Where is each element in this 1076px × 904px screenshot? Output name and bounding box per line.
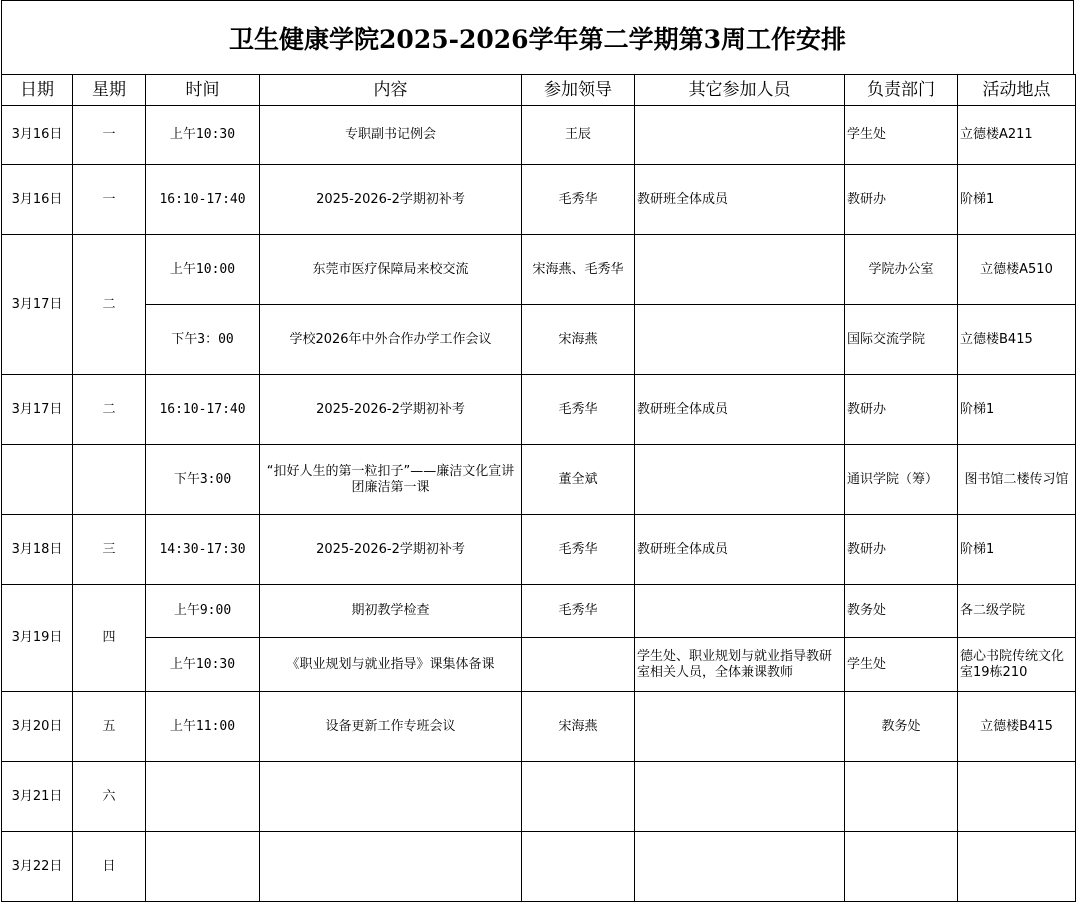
page-title: 卫生健康学院2025-2026学年第二学期第3周工作安排 [1,0,1074,75]
table-row [2,585,1076,638]
cell-place [958,832,1076,902]
cell-leader: 毛秀华 [522,375,635,445]
cell-place: 阶梯1 [958,375,1076,445]
cell-content [260,762,522,832]
cell-leader: 毛秀华 [522,165,635,235]
cell-date: 3月21日 [2,762,73,832]
header-others: 其它参加人员 [635,75,845,106]
cell-date: 3月16日 [2,165,73,235]
table-row [2,375,1076,445]
table-row [2,106,1076,165]
cell-dept [845,762,958,832]
cell-others: 教研班全体成员 [635,375,845,445]
cell-leader [522,638,635,692]
cell-dept: 学生处 [845,106,958,165]
cell-content: 东莞市医疗保障局来校交流 [260,235,522,305]
cell-place: 立德楼A510 [958,235,1076,305]
table-row [2,305,1076,375]
table-row [2,762,1076,832]
cell-weekday: 一 [73,165,146,235]
cell-weekday: 四 [73,585,146,692]
cell-place: 阶梯1 [958,515,1076,585]
cell-weekday: 六 [73,762,146,832]
cell-others [635,762,845,832]
cell-content: 2025-2026-2学期初补考 [260,165,522,235]
cell-place: 立德楼A211 [958,106,1076,165]
cell-content: 2025-2026-2学期初补考 [260,515,522,585]
cell-dept: 国际交流学院 [845,305,958,375]
cell-time: 上午11:00 [146,692,260,762]
cell-time: 上午10:00 [146,235,260,305]
cell-time: 上午10:30 [146,638,260,692]
cell-others [635,235,845,305]
cell-leader: 王辰 [522,106,635,165]
cell-date: 3月20日 [2,692,73,762]
cell-date: 3月17日 [2,235,73,375]
cell-content [260,832,522,902]
table-row [2,445,1076,515]
cell-weekday: 二 [73,375,146,445]
cell-time: 下午3：00 [146,305,260,375]
schedule-table [1,74,1076,902]
cell-weekday: 五 [73,692,146,762]
cell-others [635,445,845,515]
cell-content: 专职副书记例会 [260,106,522,165]
cell-date: 3月19日 [2,585,73,692]
cell-time: 上午9:00 [146,585,260,638]
table-row [2,692,1076,762]
cell-content: 设备更新工作专班会议 [260,692,522,762]
cell-leader: 董全斌 [522,445,635,515]
cell-place: 各二级学院 [958,585,1076,638]
cell-dept: 教研办 [845,165,958,235]
cell-dept: 教研办 [845,515,958,585]
cell-dept: 通识学院（筹） [845,445,958,515]
cell-weekday [73,445,146,515]
cell-content: 期初教学检查 [260,585,522,638]
cell-others [635,106,845,165]
header-date: 日期 [2,75,73,106]
header-row [2,75,1076,106]
cell-leader [522,762,635,832]
cell-leader [522,832,635,902]
header-weekday: 星期 [73,75,146,106]
header-leader: 参加领导 [522,75,635,106]
cell-date: 3月16日 [2,106,73,165]
cell-others: 教研班全体成员 [635,515,845,585]
cell-dept: 教研办 [845,375,958,445]
cell-date [2,445,73,515]
cell-place [958,762,1076,832]
cell-leader: 宋海燕、毛秀华 [522,235,635,305]
cell-time: 16:10-17:40 [146,165,260,235]
cell-dept: 教务处 [845,585,958,638]
table-row [2,832,1076,902]
cell-time [146,762,260,832]
cell-time: 14:30-17:30 [146,515,260,585]
cell-place: 立德楼B415 [958,305,1076,375]
cell-leader: 毛秀华 [522,585,635,638]
cell-others [635,692,845,762]
header-place: 活动地点 [958,75,1076,106]
cell-dept: 教务处 [845,692,958,762]
cell-weekday: 日 [73,832,146,902]
cell-dept: 学生处 [845,638,958,692]
cell-weekday: 二 [73,235,146,375]
cell-others: 学生处、职业规划与就业指导教研室相关人员，全体兼课教师 [635,638,845,692]
cell-leader: 毛秀华 [522,515,635,585]
cell-others [635,585,845,638]
cell-leader: 宋海燕 [522,305,635,375]
table-row [2,165,1076,235]
cell-time: 下午3:00 [146,445,260,515]
cell-place: 图书馆二楼传习馆 [958,445,1076,515]
cell-place: 阶梯1 [958,165,1076,235]
header-dept: 负责部门 [845,75,958,106]
cell-weekday: 三 [73,515,146,585]
cell-date: 3月22日 [2,832,73,902]
cell-weekday: 一 [73,106,146,165]
cell-time: 上午10:30 [146,106,260,165]
cell-dept [845,832,958,902]
cell-place: 立德楼B415 [958,692,1076,762]
cell-time: 16:10-17:40 [146,375,260,445]
cell-dept: 学院办公室 [845,235,958,305]
schedule-sheet [1,0,1075,903]
table-row [2,515,1076,585]
cell-others [635,832,845,902]
cell-date: 3月17日 [2,375,73,445]
table-row [2,638,1076,692]
cell-content: “扣好人生的第一粒扣子”——廉洁文化宣讲团廉洁第一课 [260,445,522,515]
cell-time [146,832,260,902]
cell-date: 3月18日 [2,515,73,585]
table-row [2,235,1076,305]
cell-others: 教研班全体成员 [635,165,845,235]
cell-content: 2025-2026-2学期初补考 [260,375,522,445]
header-time: 时间 [146,75,260,106]
cell-content: 《职业规划与就业指导》课集体备课 [260,638,522,692]
cell-others [635,305,845,375]
cell-content: 学校2026年中外合作办学工作会议 [260,305,522,375]
header-content: 内容 [260,75,522,106]
cell-leader: 宋海燕 [522,692,635,762]
cell-place: 德心书院传统文化室19栋210 [958,638,1076,692]
